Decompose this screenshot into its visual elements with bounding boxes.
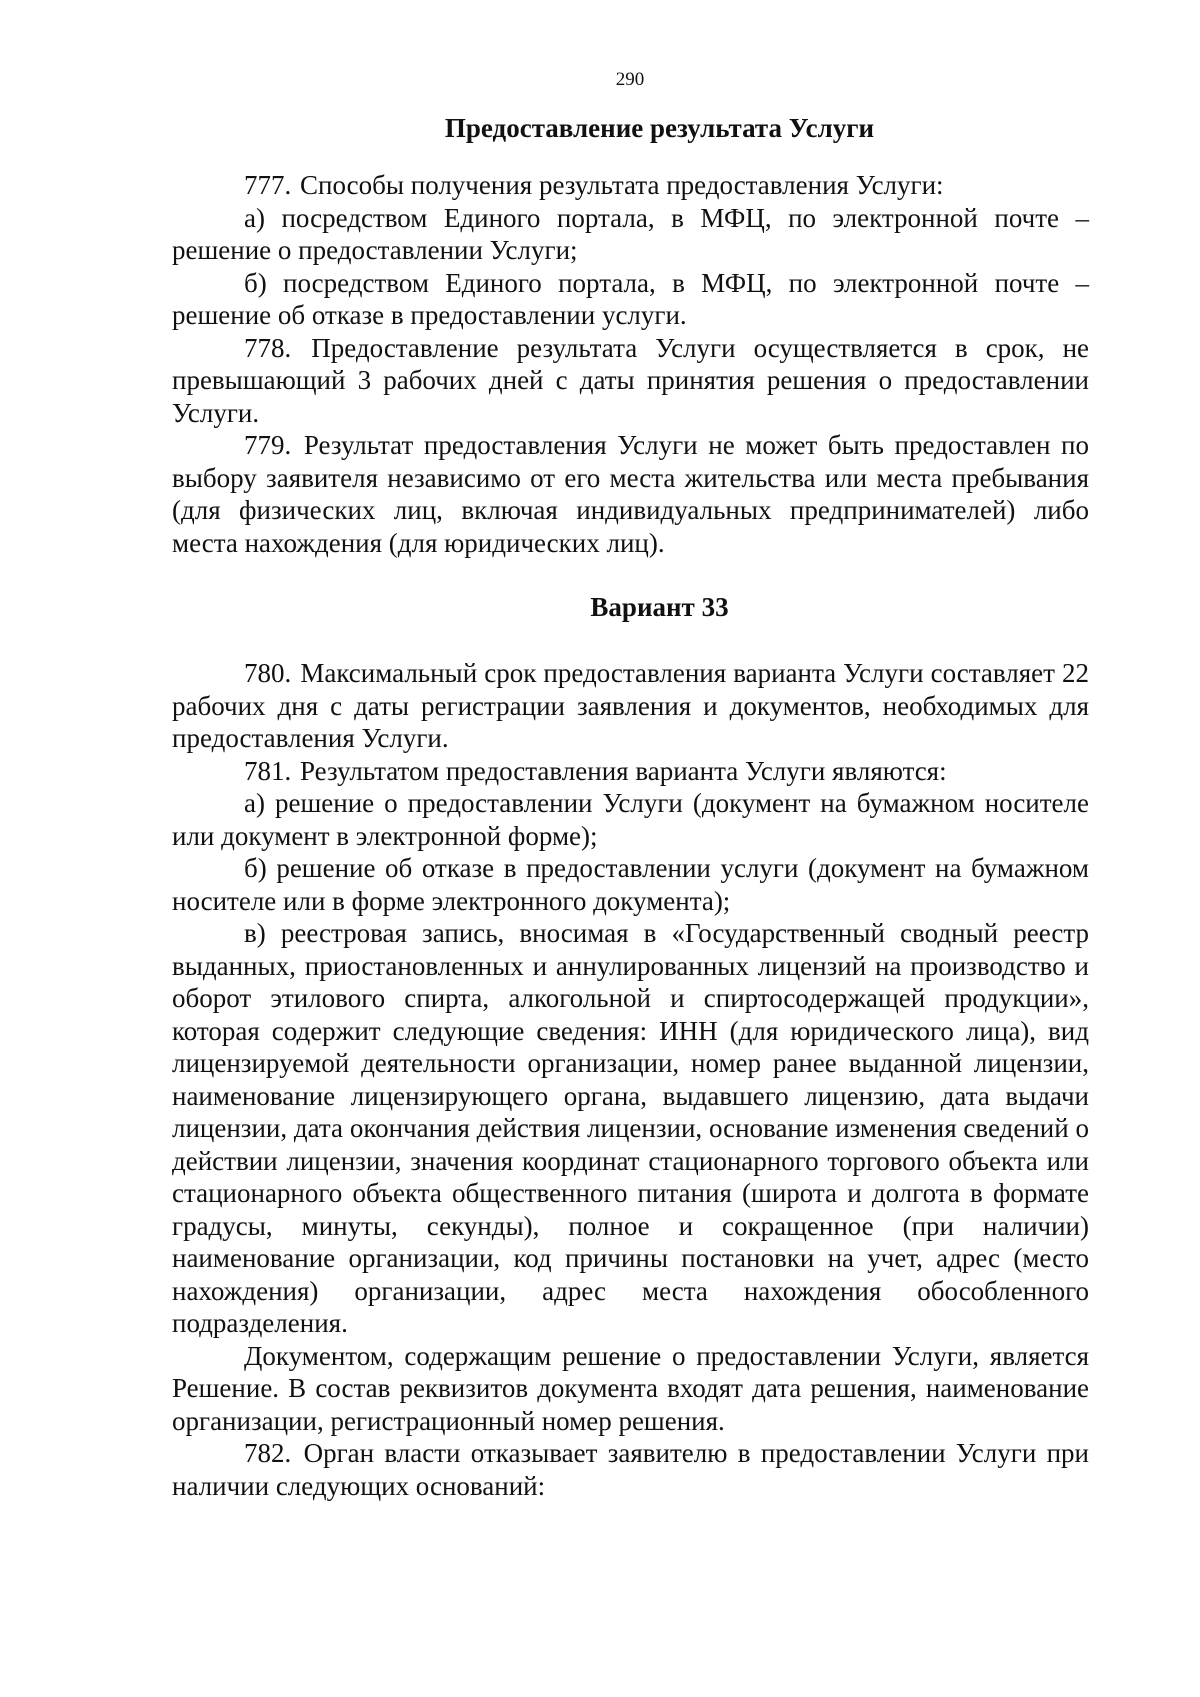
section-heading-variant: Вариант 33	[590, 592, 729, 622]
paragraph-text: Способы получения результата предоставления Услуги:	[300, 170, 944, 200]
paragraph-number: 781.	[244, 755, 292, 786]
paragraph-778	[172, 332, 1089, 430]
paragraph-text: Результат предоставления Услуги не может быть предоставлен по выбору заявителя независимо от его места жительства или места пребывания (для физических лиц, включая индивидуальных предпринимателей) либо места нахождения (для юридических лиц).	[172, 430, 1090, 558]
page-number: 290	[615, 69, 645, 90]
paragraph-number: 780.	[244, 658, 292, 688]
paragraph-text: а) решение о предоставлении Услуги (документ на бумажном носителе или документ в электронной форме);	[172, 788, 1089, 851]
paragraph-781	[172, 755, 1089, 788]
paragraph-text: а) посредством Единого портала, в МФЦ, по электронной почте – решение о предоставлении Услуги;	[172, 202, 1089, 265]
paragraph-781-c	[172, 917, 1089, 1340]
paragraph-number: 779.	[244, 430, 292, 460]
paragraph-text: б) посредством Единого портала, в МФЦ, по электронной почте – решение об отказе в предоставлении услуги.	[172, 267, 1089, 330]
paragraph-782	[172, 1437, 1089, 1502]
paragraph-777-b	[172, 267, 1089, 332]
paragraph-number: 777.	[244, 170, 292, 200]
paragraph-decision-document	[172, 1340, 1089, 1438]
paragraph-text: Максимальный срок предоставления варианта Услуги составляет 22 рабочих дня с даты регистрации заявления и документов, необходимых для предоставления Услуги.	[172, 658, 1090, 753]
paragraph-781-b	[172, 852, 1089, 917]
paragraph-text: Предоставление результата Услуги осуществляется в срок, не превышающий 3 рабочих дней с даты принятия решения о предоставлении Услуги.	[172, 332, 1089, 428]
paragraph-777	[172, 169, 1089, 202]
section-heading-result: Предоставление результата Услуги	[444, 113, 875, 143]
paragraph-text: в) реестровая запись, вносимая в «Государственный сводный реестр выданных, приостановленных и аннулированных лицензий на производство и оборот этилового спирта, алкогольной и спиртосодержащей продукции», которая содержит следующие сведения: ИНН (для юридического лица), вид лицензируемой деятельности организации, номер ранее выданной лицензии, наименование лицензирующего органа, выдавшего лицензию, дата выдачи лицензии, дата окончания действия лицензии, основание изменения сведений о действии лицензии, значения координат стационарного торгового объекта или стационарного объекта общественного питания (широта и долгота в формате градусы, минуты, секунды), полное и сокращенное (при наличии) наименование организации, код причины постановки на учет, адрес (место нахождения) организации, адрес места нахождения обособленного подразделения.	[172, 918, 1089, 1338]
paragraph-779	[172, 429, 1089, 559]
paragraph-777-a	[172, 202, 1089, 267]
paragraph-text: Результатом предоставления варианта Услуги являются:	[300, 755, 947, 786]
paragraph-text: Орган власти отказывает заявителю в предоставлении Услуги при наличии следующих оснований:	[172, 1438, 1090, 1501]
section-result	[172, 169, 1089, 559]
paragraph-number: 778.	[244, 332, 292, 363]
paragraph-number: 782.	[244, 1438, 292, 1468]
paragraph-text: б) решение об отказе в предоставлении услуги (документ на бумажном носителе или в форме электронного документа);	[172, 853, 1089, 916]
paragraph-780	[172, 657, 1089, 755]
section-variant	[172, 657, 1089, 1502]
paragraph-text: Документом, содержащим решение о предоставлении Услуги, является Решение. В состав реквизитов документа входят дата решения, наименование организации, регистрационный номер решения.	[172, 1340, 1089, 1436]
document-body	[172, 112, 1089, 1502]
paragraph-781-a	[172, 787, 1089, 852]
